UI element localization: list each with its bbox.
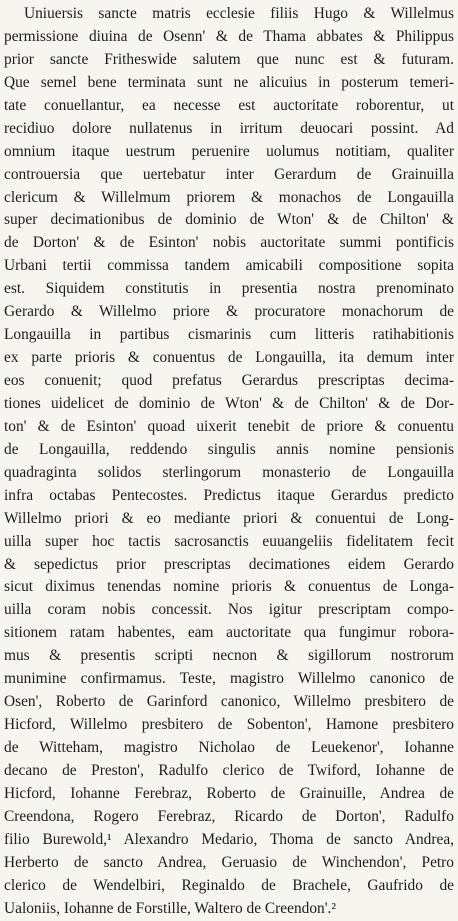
text-line: clerico de Wendelbiri, Reginaldo de Brachele, Gaufrido de	[4, 876, 454, 894]
text-line: munimine confirmamus. Teste, magistro Willelmo canonico de	[4, 670, 454, 688]
text-line: prior sancte Fritheswide salutem que nunc est & futuram.	[4, 50, 454, 68]
text-line: Herberto de sancto Andrea, Geruasio de Winchendon', Petro	[4, 853, 454, 871]
text-line: recidiuo dolore nullatenus in irritum deuocari possint. Ad	[4, 119, 454, 137]
text-line: mus & presentis scripti necnon & sigillorum nostrorum	[4, 647, 454, 665]
document-page	[4, 3, 454, 917]
text-line: Hicford, Iohanne Ferebraz, Roberto de Grainuille, Andrea de	[4, 784, 454, 802]
text-line: Ualoniis, Iohanne de Forstille, Waltero de Creendon'.²	[4, 899, 336, 917]
text-line: uilla super hoc tactis sacrosanctis euuangeliis fidelitatem fecit	[4, 532, 454, 550]
text-line: de Dorton' & de Esinton' nobis auctoritate summi pontificis	[4, 234, 454, 252]
text-line: Creendona, Rogero Ferebraz, Ricardo de Dorton', Radulfo	[4, 807, 454, 825]
text-line: permissione diuina de Osenn' & de Thama abbates & Philippus	[4, 27, 454, 45]
text-line: tate conuellantur, ea necesse est auctoritate roborentur, ut	[4, 96, 454, 114]
text-line: Longauilla in partibus cismarinis cum litteris ratihabitionis	[4, 326, 454, 344]
text-line: quadraginta solidos sterlingorum monasterio de Longauilla	[4, 463, 454, 481]
text-line: ex parte prioris & conuentus de Longauilla, ita demum inter	[4, 349, 454, 367]
text-line: de Witteham, magistro Nicholao de Leuekenor', Iohanne	[4, 739, 454, 756]
text-line: filio Burewold,¹ Alexandro Medario, Thoma de sancto Andrea,	[4, 830, 454, 848]
text-line: Hicford, Willelmo presbitero de Sobenton', Hamone presbitero	[4, 716, 454, 734]
text-line: clericum & Willelmum priorem & monachos de Longauilla	[4, 188, 454, 206]
text-line: Willelmo priori & eo mediante priori & conuentui de Long-	[4, 509, 454, 527]
text-line: decano de Preston', Radulfo clerico de Twiford, Iohanne de	[4, 761, 454, 779]
text-line: eos conuenit; quod prefatus Gerardus prescriptas decima-	[4, 372, 454, 389]
text-line: est. Siquidem constitutis in presentia nostra prenominato	[4, 280, 454, 298]
text-line: infra octabas Pentecostes. Predictus itaque Gerardus predicto	[4, 486, 454, 504]
text-line: controuersia que uertebatur inter Gerardum de Grainuilla	[4, 165, 454, 183]
text-line: Osen', Roberto de Garinford canonico, Willelmo presbitero de	[4, 693, 454, 711]
text-line: super decimationibus de dominio de Wton' & de Chilton' &	[4, 211, 454, 229]
text-line: ton' & de Esinton' quoad uixerit tenebit de priore & conuentu	[4, 417, 454, 435]
text-line: Uniuersis sancte matris ecclesie filiis Hugo & Willelmus	[24, 5, 454, 22]
text-line: & sepedictus prior prescriptas decimationes eidem Gerardo	[4, 555, 454, 573]
text-line: de Longauilla, reddendo singulis annis nomine pensionis	[4, 440, 454, 458]
text-line: sitionem ratam habentes, eam auctoritate qua fungimur robora-	[4, 624, 454, 642]
text-line: omnium itaque uestrum peruenire uolumus notitiam, qualiter	[4, 142, 454, 160]
text-line: Gerardo & Willelmo priore & procuratore monachorum de	[4, 303, 454, 321]
text-line: Que semel bene terminata sunt ne alicuius in posterum temeri-	[4, 73, 454, 91]
text-line: Urbani tertii commissa tandem amicabili compositione sopita	[4, 257, 454, 275]
text-line: sicut diximus tenendas nomine prioris & conuentus de Longa-	[4, 578, 454, 596]
text-line: tiones uidelicet de dominio de Wton' & de Chilton' & de Dor-	[4, 394, 454, 412]
text-line: uilla coram nobis concessit. Nos igitur prescriptam compo-	[4, 601, 454, 619]
